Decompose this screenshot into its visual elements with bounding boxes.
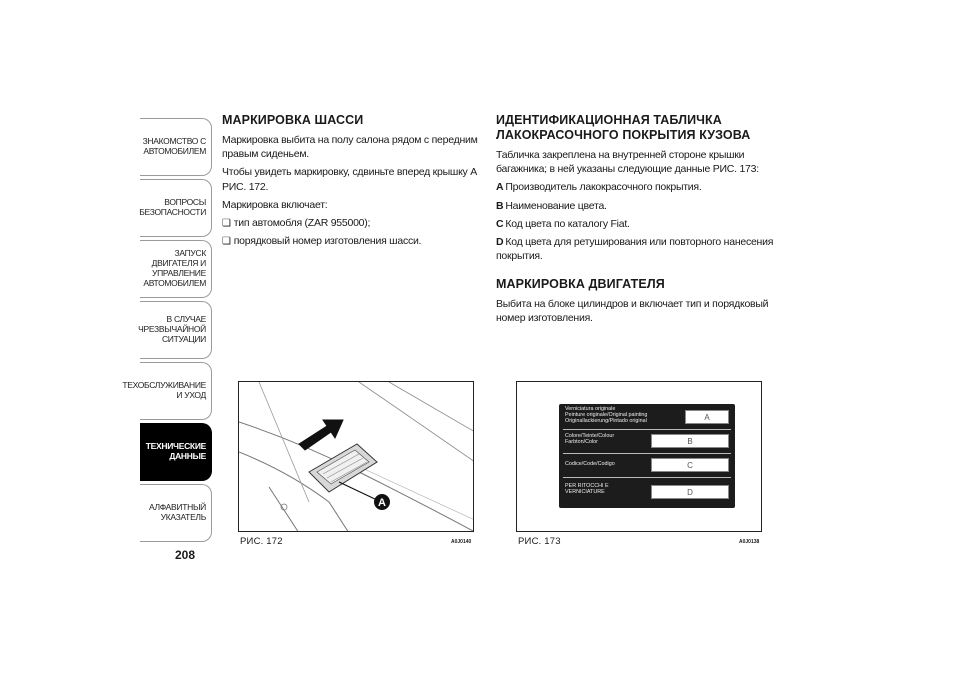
paint-plate-paragraph: Табличка закреплена на внутренней стороне крышки багажника; в ней указаны следующие данные РИС. 173: <box>496 149 759 176</box>
plate-row-text: Colore/Teinte/Colour Farbton/Color <box>565 433 615 445</box>
paint-item-a <box>496 180 786 194</box>
tab-safety[interactable]: ВОПРОСЫ БЕЗОПАСНОСТИ <box>140 179 212 237</box>
floor-cover-illustration <box>239 382 474 532</box>
paint-item-b <box>496 199 786 213</box>
marker-a-label: A <box>378 497 386 509</box>
paint-plate-title-1: ИДЕНТИФИКАЦИОННАЯ ТАБЛИЧКА <box>496 113 722 127</box>
plate-box-d: D <box>651 485 729 499</box>
chassis-paragraph-2: Чтобы увидеть маркировку, сдвиньте вперед крышку A РИС. 172. <box>222 166 477 193</box>
engine-marking-paragraph: Выбита на блоке цилиндров и включает тип и порядковый номер изготовления. <box>496 298 769 325</box>
chassis-bullet-2: ❏ порядковый номер изготовления шасси. <box>222 234 490 249</box>
plate-row-text: Codice/Code/Codigo <box>565 461 615 467</box>
tab-index[interactable]: АЛФАВИТНЫЙ УКАЗАТЕЛЬ <box>140 484 212 542</box>
tab-maintenance[interactable]: ТЕХОБСЛУЖИВАНИЕ И УХОД <box>140 362 212 420</box>
tab-technical-data[interactable]: ТЕХНИЧЕСКИЕ ДАННЫЕ <box>140 423 212 481</box>
item-letter: A <box>496 181 504 194</box>
item-letter: D <box>496 235 504 248</box>
item-text: Наименование цвета. <box>505 199 607 212</box>
chassis-marking-title: МАРКИРОВКА ШАССИ <box>222 113 364 127</box>
engine-marking-title: МАРКИРОВКА ДВИГАТЕЛЯ <box>496 277 665 292</box>
item-text: Код цвета по каталогу Fiat. <box>505 217 630 230</box>
figure-173-paint-plate <box>516 381 762 532</box>
paint-identification-plate <box>559 404 735 508</box>
plate-divider <box>563 453 731 454</box>
chassis-paragraph-1: Маркировка выбита на полу салона рядом с передним правым сиденьем. <box>222 134 478 161</box>
figure-172-caption: РИС. 172 <box>240 536 283 547</box>
page-number: 208 <box>175 548 196 562</box>
chassis-paragraph-3: Маркировка включает: <box>222 198 328 211</box>
tab-starting-driving[interactable]: ЗАПУСК ДВИГАТЕЛЯ И УПРАВЛЕНИЕ АВТОМОБИЛЕМ <box>140 240 212 298</box>
plate-box-c: C <box>651 458 729 472</box>
right-column <box>496 113 786 330</box>
item-text: Производитель лакокрасочного покрытия. <box>505 181 702 194</box>
figure-172-code: A0J0140 <box>451 539 472 545</box>
left-column <box>222 113 490 253</box>
item-letter: B <box>496 199 504 212</box>
paint-item-c <box>496 217 786 231</box>
chassis-bullet-1: ❏ тип автомобля (ZAR 955000); <box>222 216 490 231</box>
plate-divider <box>563 477 731 478</box>
plate-box-a: A <box>685 410 729 424</box>
paint-item-d <box>496 235 786 263</box>
plate-box-b: B <box>651 434 729 448</box>
tab-introduction[interactable]: ЗНАКОМСТВО С АВТОМОБИЛЕМ <box>140 118 212 176</box>
tab-emergency[interactable]: В СЛУЧАЕ ЧРЕЗВЫЧАЙНОЙ СИТУАЦИИ <box>140 301 212 359</box>
paint-plate-title-2: ЛАКОКРАСОЧНОГО ПОКРЫТИЯ КУЗОВА <box>496 128 751 142</box>
item-letter: C <box>496 217 504 230</box>
figure-173-caption: РИС. 173 <box>518 536 561 547</box>
item-text: Код цвета для ретуширования или повторного нанесения покрытия. <box>496 235 774 263</box>
figure-173-code: A0J0138 <box>739 539 760 545</box>
plate-row-text: Verniciatura originale Peinture originale/Original painting Originallackierung/Pintado original <box>565 406 648 424</box>
figure-172-chassis-cover <box>238 381 474 532</box>
plate-divider <box>563 429 731 430</box>
plate-row-text: PER RITOCCHI E VERNICIATURE <box>565 483 609 495</box>
